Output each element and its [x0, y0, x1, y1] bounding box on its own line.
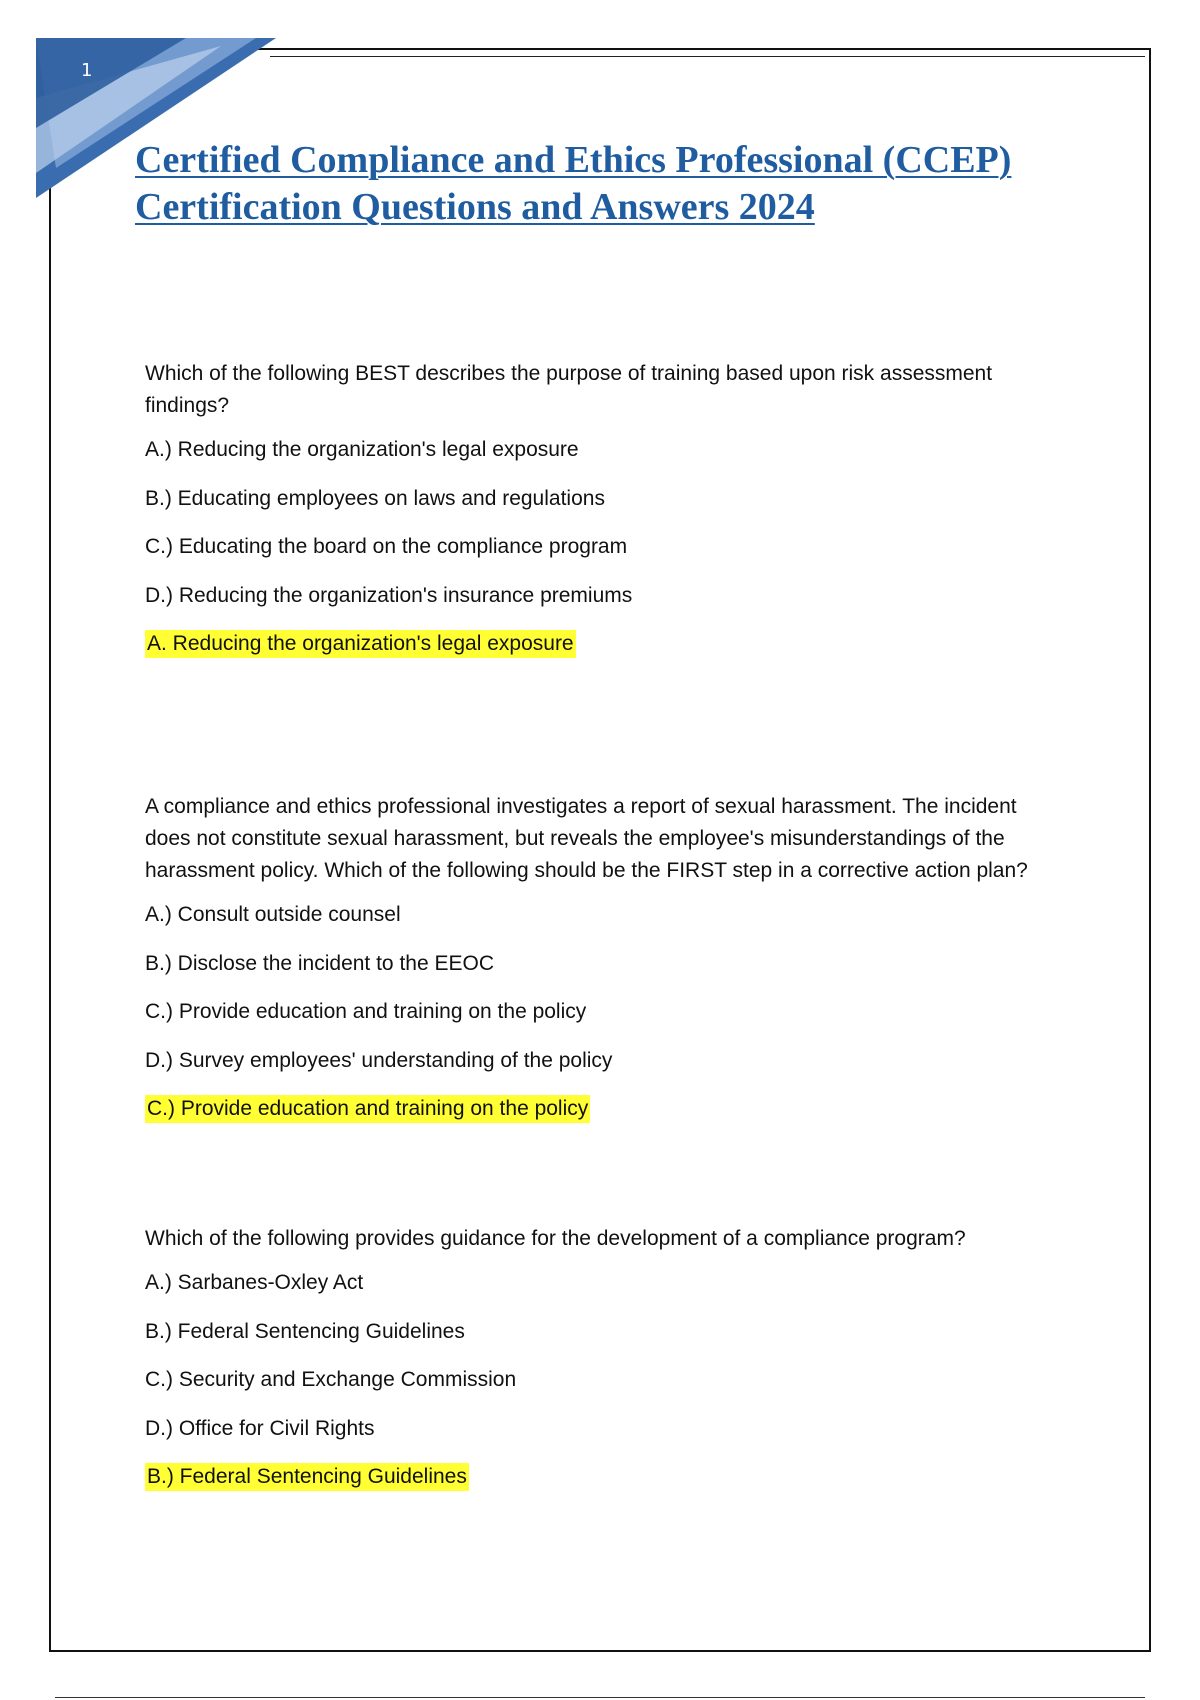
page-number: 1: [81, 60, 93, 81]
answer-option: B.) Educating employees on laws and regulations: [145, 486, 605, 510]
header-rule: [270, 56, 1145, 57]
footer-rule: [55, 1697, 1145, 1698]
document-title: Certified Compliance and Ethics Professional (CCEP) Certification Questions and Answers 2024: [135, 139, 1012, 228]
correct-answer-highlight: C.) Provide education and training on the policy: [145, 1095, 590, 1123]
question-text: Which of the following provides guidance for the development of a compliance program?: [145, 1227, 966, 1250]
answer-option: B.) Disclose the incident to the EEOC: [145, 951, 494, 975]
answer-option: C.) Security and Exchange Commission: [145, 1368, 517, 1391]
answer-option: C.) Provide education and training on the policy: [145, 1000, 587, 1023]
question-block: [145, 358, 1045, 791]
questions-section: [145, 358, 1045, 1491]
answer-option: B.) Federal Sentencing Guidelines: [145, 1319, 465, 1343]
answer-option: A.) Reducing the organization's legal exposure: [145, 438, 579, 461]
answer-option: C.) Educating the board on the compliance program: [145, 535, 628, 558]
question-text: A compliance and ethics professional investigates a report of sexual harassment. The incident does not constitute sexual harassment, but reveals the employee's misunderstandings of the harassment policy. Which of the following should be the FIRST step in a corrective action plan?: [145, 795, 1028, 882]
question-block: [145, 791, 1045, 1223]
question-text: Which of the following BEST describes the purpose of training based upon risk assessment findings?: [145, 362, 993, 417]
answer-option: D.) Survey employees' understanding of the policy: [145, 1048, 613, 1072]
answer-option: D.) Office for Civil Rights: [145, 1416, 375, 1440]
question-block: [145, 1223, 1045, 1491]
answer-option: D.) Reducing the organization's insurance premiums: [145, 583, 633, 607]
correct-answer-highlight: A. Reducing the organization's legal exposure: [145, 630, 576, 658]
answer-option: A.) Consult outside counsel: [145, 903, 401, 926]
correct-answer-highlight: B.) Federal Sentencing Guidelines: [145, 1463, 469, 1491]
answer-option: A.) Sarbanes-Oxley Act: [145, 1271, 364, 1294]
